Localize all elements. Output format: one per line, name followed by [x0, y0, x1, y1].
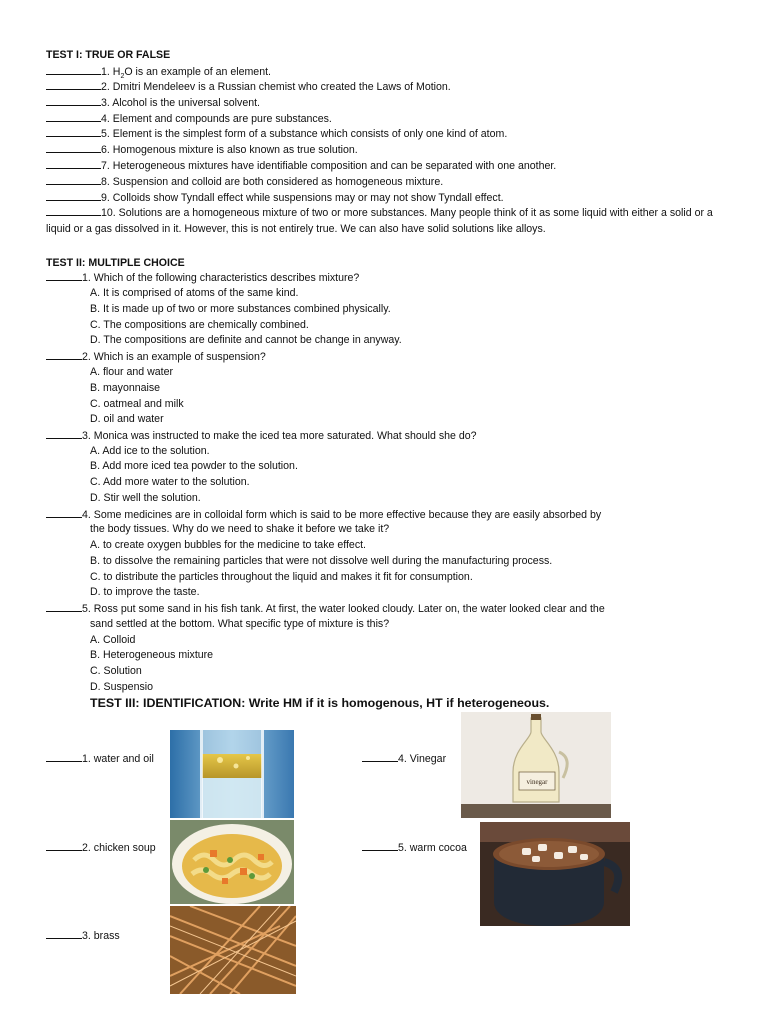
mc-question-2: 2. Which is an example of suspension?	[46, 349, 266, 364]
mc-option: A. It is comprised of atoms of the same kind.	[90, 287, 299, 299]
mc-option: B. mayonnaise	[90, 382, 161, 394]
mc-option: A. Add ice to the solution.	[90, 445, 210, 457]
mc-option: D. oil and water	[90, 413, 164, 425]
id-item-4: 4. Vinegar	[362, 751, 446, 766]
id-item-3: 3. brass	[46, 928, 120, 943]
answer-blank[interactable]	[46, 64, 101, 75]
answer-blank[interactable]	[46, 142, 101, 153]
answer-blank[interactable]	[46, 428, 82, 439]
mc-option: B. to dissolve the remaining particles that were not dissolve well during the manufacturing process.	[90, 555, 553, 567]
mc-question-5: 5. Ross put some sand in his fish tank. At first, the water looked cloudy. Later on, the water looked clear and the	[46, 601, 605, 616]
answer-blank[interactable]	[46, 111, 101, 122]
id-item-1: 1. water and oil	[46, 751, 154, 766]
tf-item-3: 3. Alcohol is the universal solvent.	[46, 95, 260, 110]
mc-option: D. Suspensio	[90, 681, 154, 693]
mc-question-5-cont: sand settled at the bottom. What specific type of mixture is this?	[90, 618, 390, 630]
answer-blank[interactable]	[46, 126, 101, 137]
mc-option: B. Heterogeneous mixture	[90, 649, 214, 661]
water-and-oil-image	[170, 730, 294, 818]
tf-item-6: 6. Homogenous mixture is also known as true solution.	[46, 142, 358, 157]
tf-item-1: 1. $H_2O$ is an example of an element.	[46, 64, 271, 79]
id-item-2: 2. chicken soup	[46, 840, 156, 855]
mc-option: A. Colloid	[90, 634, 136, 646]
tf-item-10: 10. Solutions are a homogeneous mixture of two or more substances. Many people think of it as some liquid with either a solid or a liquid or a gas dissolved in it. However, this is not entirely true. We can also have solid solutions like alloys.	[46, 207, 713, 235]
answer-blank[interactable]	[362, 840, 398, 851]
tf-item-8: 8. Suspension and colloid are both considered as homogeneous mixture.	[46, 174, 443, 189]
mc-option: D. Stir well the solution.	[90, 492, 201, 504]
mc-option: A. to create oxygen bubbles for the medicine to take effect.	[90, 539, 366, 551]
tf-item-7: 7. Heterogeneous mixtures have identifiable composition and can be separated with one another.	[46, 158, 556, 173]
brass-image	[170, 906, 296, 994]
answer-blank[interactable]	[46, 190, 101, 201]
test2-title: TEST II: MULTIPLE CHOICE	[46, 257, 185, 269]
test1-title: TEST I: TRUE OR FALSE	[46, 49, 171, 61]
mc-option: C. oatmeal and milk	[90, 398, 184, 410]
answer-blank[interactable]	[46, 928, 82, 939]
mc-option: A. flour and water	[90, 366, 174, 378]
answer-blank[interactable]	[46, 158, 101, 169]
vinegar-bottle-image	[461, 712, 611, 818]
mc-option: C. Solution	[90, 665, 142, 677]
mc-question-4: 4. Some medicines are in colloidal form which is said to be more effective because they are easily absorbed by	[46, 507, 601, 522]
answer-blank[interactable]	[46, 270, 82, 281]
answer-blank[interactable]	[46, 751, 82, 762]
mc-option: B. Add more iced tea powder to the solution.	[90, 460, 298, 472]
chicken-soup-image	[170, 820, 294, 904]
answer-blank[interactable]	[46, 349, 82, 360]
answer-blank[interactable]	[46, 174, 101, 185]
mc-option: D. The compositions are definite and cannot be change in anyway.	[90, 334, 402, 346]
answer-blank[interactable]	[46, 205, 101, 216]
answer-blank[interactable]	[46, 601, 82, 612]
mc-option: B. It is made up of two or more substances combined physically.	[90, 303, 391, 315]
mc-question-4-cont: the body tissues. Why do we need to shake it before we take it?	[90, 523, 390, 535]
tf-item-4: 4. Element and compounds are pure substances.	[46, 111, 332, 126]
mc-option: C. to distribute the particles throughout the liquid and makes it fit for consumption.	[90, 571, 473, 583]
mc-question-3: 3. Monica was instructed to make the iced tea more saturated. What should she do?	[46, 428, 477, 443]
mc-option: C. Add more water to the solution.	[90, 476, 250, 488]
mc-option: D. to improve the taste.	[90, 586, 200, 598]
id-item-5: 5. warm cocoa	[362, 840, 467, 855]
warm-cocoa-image	[480, 822, 630, 926]
test3-title: TEST III: IDENTIFICATION: Write HM if it is homogenous, HT if heterogeneous.	[90, 696, 550, 710]
mc-question-1: 1. Which of the following characteristics describes mixture?	[46, 270, 359, 285]
tf-item-2: 2. Dmitri Mendeleev is a Russian chemist who created the Laws of Motion.	[46, 79, 451, 94]
mc-option: C. The compositions are chemically combined.	[90, 319, 309, 331]
tf-item-5: 5. Element is the simplest form of a substance which consists of only one kind of atom.	[46, 126, 507, 141]
answer-blank[interactable]	[46, 507, 82, 518]
answer-blank[interactable]	[46, 95, 101, 106]
answer-blank[interactable]	[46, 840, 82, 851]
answer-blank[interactable]	[46, 79, 101, 90]
tf-item-9: 9. Colloids show Tyndall effect while suspensions may or may not show Tyndall effect.	[46, 190, 504, 205]
vinegar-label-text: vinegar	[526, 778, 548, 786]
answer-blank[interactable]	[362, 751, 398, 762]
